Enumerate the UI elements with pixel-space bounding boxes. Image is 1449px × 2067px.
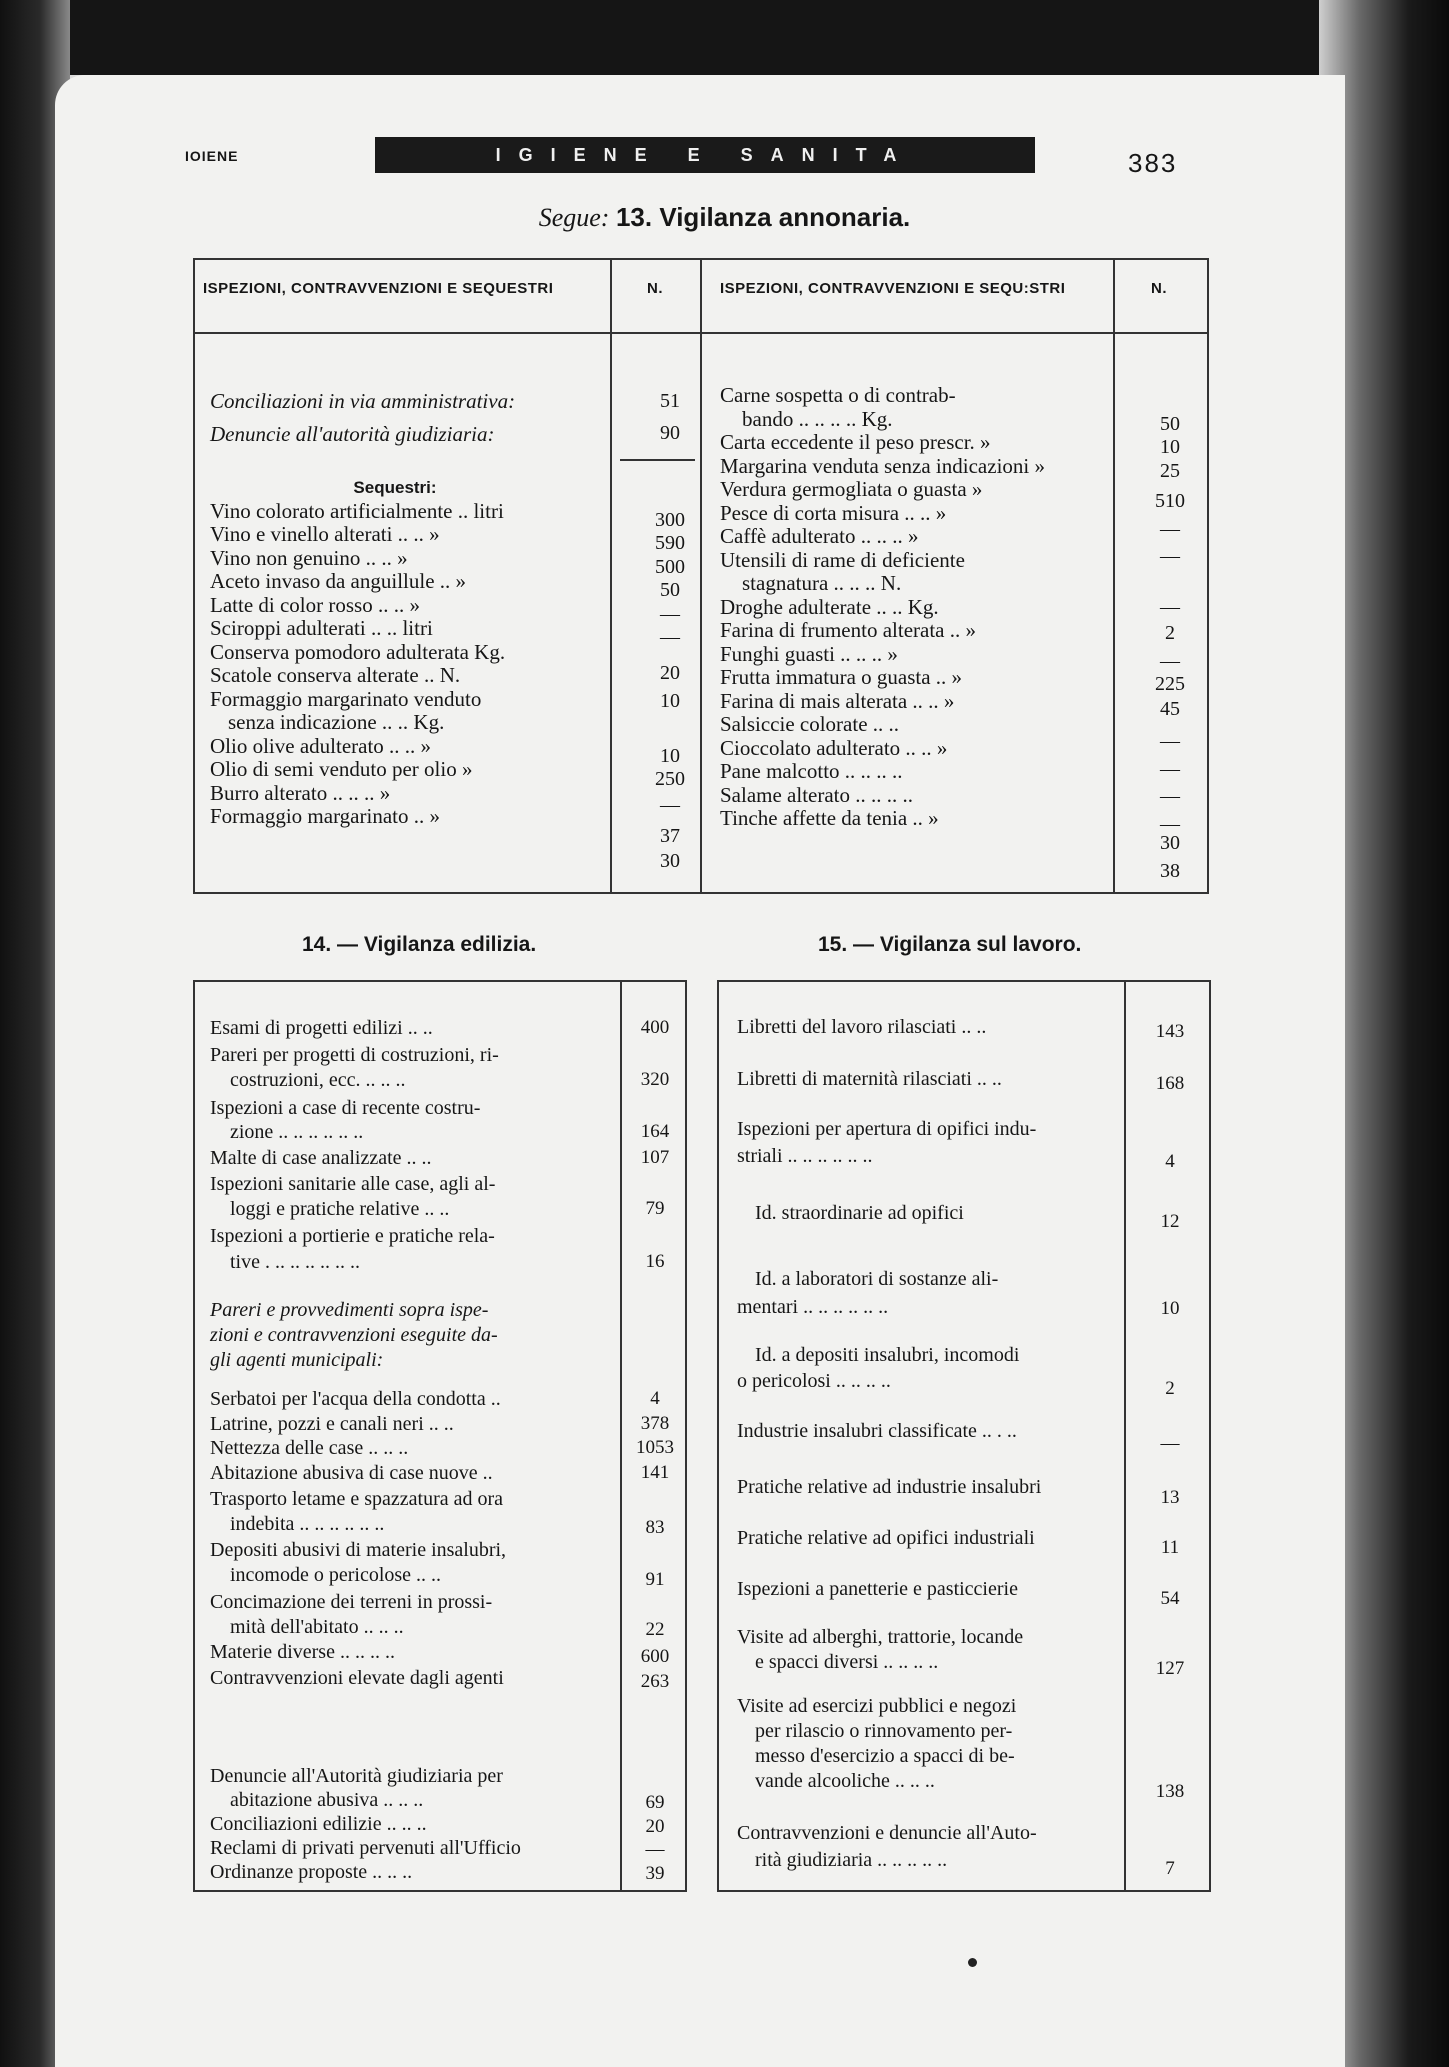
section-14-title: 14. — Vigilanza edilizia.	[302, 933, 537, 956]
value-cell: 30	[1160, 832, 1180, 854]
value-cell: 22	[645, 1619, 665, 1640]
list-item: Ordinanze proposte .. .. ..	[210, 1861, 413, 1883]
list-item: Cioccolato adulterato .. .. »	[720, 735, 948, 760]
value-cell: 10	[660, 745, 680, 767]
running-head: IOIENE	[185, 148, 239, 164]
value-cell: —	[1160, 730, 1180, 752]
list-item: Ispezioni sanitarie alle case, agli al-	[210, 1173, 496, 1195]
value-cell: 4	[650, 1388, 660, 1409]
list-item: Formaggio margarinato .. »	[210, 804, 440, 828]
value-cell: 263	[640, 1671, 670, 1692]
value-cell: —	[1160, 1433, 1180, 1454]
list-item: abitazione abusiva .. .. ..	[230, 1789, 424, 1811]
value-cell: 16	[645, 1251, 665, 1272]
list-item: Frutta immatura o guasta .. »	[720, 665, 963, 689]
value-cell: 1053	[636, 1437, 674, 1458]
list-item: Salsiccie colorate .. ..	[720, 712, 900, 736]
value-cell: 320	[640, 1069, 670, 1090]
list-item: Libretti del lavoro rilasciati .. ..	[737, 1016, 987, 1038]
list-item: Olio di semi venduto per olio »	[210, 757, 473, 781]
list-item: Pane malcotto .. .. .. ..	[720, 759, 903, 783]
value-cell: 590	[655, 532, 685, 554]
list-item: Libretti di maternità rilasciati .. ..	[737, 1068, 1002, 1090]
running-head-bar: IGIENE E SANITA	[375, 137, 1035, 173]
list-item: Reclami di privati pervenuti all'Ufficio	[210, 1837, 521, 1859]
list-item: Farina di mais alterata .. .. »	[720, 688, 955, 713]
col-divider-3	[1113, 260, 1115, 892]
list-item: Contravvenzioni e denuncie all'Auto-	[737, 1822, 1037, 1844]
list-item: Abitazione abusiva di case nuove ..	[210, 1462, 493, 1484]
num-column-rule	[620, 982, 622, 1890]
title-text: 13. Vigilanza annonaria.	[615, 202, 911, 232]
list-item: Burro alterato .. .. .. »	[210, 780, 391, 805]
value-cell: 2	[1165, 1378, 1175, 1399]
list-item: Concimazione dei terreni in prossi-	[210, 1591, 493, 1613]
page-number: 383	[1128, 148, 1178, 178]
value-cell: 50	[1160, 413, 1180, 435]
value-cell: 378	[640, 1413, 670, 1434]
list-item: Sciroppi adulterati .. .. litri	[210, 616, 433, 640]
list-item: Visite ad alberghi, trattorie, locande	[737, 1626, 1024, 1648]
list-item: Denuncie all'autorità giudiziaria:	[210, 421, 495, 446]
list-item: Caffè adulterato .. .. .. »	[720, 524, 919, 548]
value-cell: —	[1160, 545, 1180, 567]
value-cell: 138	[1155, 1781, 1185, 1802]
value-cell: 10	[1160, 1298, 1180, 1319]
value-cell: 20	[645, 1816, 665, 1837]
list-item: Denuncie all'Autorità giudiziaria per	[210, 1765, 503, 1787]
list-item: Olio olive adulterato .. .. »	[210, 733, 432, 758]
list-item: Conciliazioni in via amministrativa:	[210, 389, 516, 413]
list-item: Id. straordinarie ad opifici	[755, 1202, 964, 1224]
list-item: stagnatura .. .. .. N.	[742, 571, 902, 595]
list-item: senza indicazione .. .. Kg.	[228, 710, 445, 734]
value-cell: —	[1160, 518, 1180, 540]
value-cell: 90	[660, 422, 680, 444]
value-cell: 127	[1155, 1658, 1185, 1679]
list-item: Vino e vinello alterati .. .. »	[210, 522, 440, 546]
list-item: Depositi abusivi di materie insalubri,	[210, 1539, 507, 1561]
value-cell: 250	[655, 768, 685, 790]
list-item: Contravvenzioni elevate dagli agenti	[210, 1667, 504, 1689]
list-item: Trasporto letame e spazzatura ad ora	[210, 1488, 504, 1510]
list-item: mentari .. .. .. .. .. ..	[737, 1296, 889, 1318]
list-item: indebita .. .. .. .. .. ..	[230, 1513, 385, 1535]
value-cell: 225	[1155, 673, 1185, 695]
value-cell: 400	[640, 1017, 670, 1038]
list-item: Pareri per progetti di costruzioni, ri-	[210, 1044, 499, 1066]
list-item: zione .. .. .. .. .. ..	[230, 1121, 364, 1143]
value-cell: —	[1160, 785, 1180, 807]
value-cell: 30	[660, 850, 680, 872]
list-item: Verdura germogliata o guasta »	[720, 477, 983, 501]
list-item: Formaggio margarinato venduto	[210, 686, 482, 711]
list-item: Id. a depositi insalubri, incomodi	[755, 1344, 1020, 1366]
list-item: Esami di progetti edilizi .. ..	[210, 1017, 433, 1039]
list-item: costruzioni, ecc. .. .. ..	[230, 1069, 406, 1091]
value-cell: 69	[645, 1792, 665, 1813]
value-cell: 91	[645, 1569, 665, 1590]
list-item: Carta eccedente il peso prescr. »	[720, 430, 991, 454]
list-item: Ispezioni a portierie e pratiche rela-	[210, 1225, 495, 1247]
list-item: Id. a laboratori di sostanze ali-	[755, 1268, 999, 1290]
list-subheading: zioni e contravvenzioni eseguite da-	[210, 1324, 498, 1346]
value-cell: —	[1160, 596, 1180, 618]
list-item: striali .. .. .. .. .. ..	[737, 1145, 873, 1167]
list-item: Latrine, pozzi e canali neri .. ..	[210, 1413, 454, 1435]
list-item: Latte di color rosso .. .. »	[210, 592, 420, 617]
value-cell: 37	[660, 825, 680, 847]
num-header-left: N.	[647, 280, 663, 297]
value-cell: 10	[660, 690, 680, 712]
list-item: messo d'esercizio a spacci di be-	[755, 1745, 1015, 1767]
value-cell: 25	[1160, 460, 1180, 482]
list-item: Scatole conserva alterate .. N.	[210, 663, 461, 687]
value-cell: 168	[1155, 1073, 1185, 1094]
list-item: Pesce di corta misura .. .. »	[720, 500, 947, 525]
list-item: Vino non genuino .. .. »	[210, 545, 408, 570]
page-title	[0, 202, 1449, 233]
list-subheading: gli agenti municipali:	[210, 1349, 384, 1371]
num-column-rule	[1124, 982, 1126, 1890]
value-cell: 45	[1160, 698, 1180, 720]
annonaria-right-list	[720, 384, 1045, 831]
value-cell: 39	[645, 1863, 665, 1884]
list-item: Conserva pomodoro adulterata Kg.	[210, 639, 506, 664]
list-item: Industrie insalubri classificate .. . ..	[737, 1420, 1017, 1442]
ink-speck	[968, 1958, 977, 1967]
list-item: Conciliazioni edilizie .. .. ..	[210, 1813, 427, 1835]
value-cell: —	[660, 603, 680, 625]
list-item: Salame alterato .. .. .. ..	[720, 782, 914, 807]
list-item: incomode o pericolose .. ..	[230, 1564, 442, 1586]
list-item: Visite ad esercizi pubblici e negozi	[737, 1695, 1017, 1717]
title-prefix: Segue:	[538, 203, 610, 232]
list-item: bando .. .. .. .. Kg.	[742, 406, 893, 431]
list-item: tive . .. .. .. .. .. ..	[230, 1251, 360, 1273]
list-item: o pericolosi .. .. .. ..	[737, 1370, 891, 1392]
value-cell: 51	[660, 390, 680, 412]
list-item: Vino colorato artificialmente .. litri	[210, 498, 504, 523]
value-cell: 4	[1165, 1151, 1175, 1172]
value-cell: 7	[1165, 1858, 1175, 1879]
value-cell: 600	[640, 1646, 670, 1667]
value-cell: 500	[655, 556, 685, 578]
list-item: Malte di case analizzate .. ..	[210, 1147, 432, 1169]
list-item: Funghi guasti .. .. .. »	[720, 641, 898, 666]
list-subheading: Pareri e provvedimenti sopra ispe-	[210, 1299, 489, 1321]
section-15-title: 15. — Vigilanza sul lavoro.	[818, 933, 1082, 956]
list-item: Materie diverse .. .. .. ..	[210, 1641, 395, 1663]
list-item: per rilascio o rinnovamento per-	[755, 1720, 1013, 1742]
subtotal-rule	[620, 459, 695, 461]
value-cell: 107	[640, 1147, 670, 1168]
col-divider-1	[610, 260, 612, 892]
value-cell: —	[660, 626, 680, 648]
subheading-sequestri: Sequestri:	[353, 478, 437, 497]
value-cell: 79	[645, 1198, 665, 1219]
value-cell: 20	[660, 662, 680, 684]
list-item: Ispezioni a panetterie e pasticcierie	[737, 1578, 1018, 1600]
list-item: loggi e pratiche relative .. ..	[230, 1198, 450, 1220]
col-header-right: ISPEZIONI, CONTRAVVENZIONI E SEQU:STRI	[720, 280, 1066, 297]
list-item: Nettezza delle case .. .. ..	[210, 1437, 409, 1459]
value-cell: 143	[1155, 1021, 1185, 1042]
list-item: vande alcooliche .. .. ..	[755, 1770, 935, 1792]
value-cell: —	[1160, 758, 1180, 780]
value-cell: —	[1160, 650, 1180, 672]
list-item: Tinche affette da tenia .. »	[720, 806, 939, 830]
list-item: e spacci diversi .. .. .. ..	[755, 1651, 939, 1673]
list-item: Droghe adulterate .. .. Kg.	[720, 594, 939, 619]
num-header-right: N.	[1151, 280, 1167, 297]
value-cell: 10	[1160, 436, 1180, 458]
annonaria-left-list	[210, 390, 580, 829]
value-cell: 54	[1160, 1588, 1180, 1609]
value-cell: 13	[1160, 1487, 1180, 1508]
list-item: Margarina venduta senza indicazioni »	[720, 453, 1045, 478]
list-item: Aceto invaso da anguillule .. »	[210, 569, 467, 593]
value-cell: 38	[1160, 860, 1180, 882]
list-item: Utensili di rame di deficiente	[720, 547, 965, 572]
value-cell: 12	[1160, 1211, 1180, 1232]
list-item: Ispezioni per apertura di opifici indu-	[737, 1118, 1037, 1140]
col-header-left: ISPEZIONI, CONTRAVVENZIONI E SEQUESTRI	[203, 280, 554, 297]
value-cell: 141	[640, 1462, 670, 1483]
list-item: rità giudiziaria .. .. .. .. ..	[755, 1849, 948, 1871]
list-item: Carne sospetta o di contrab-	[720, 383, 956, 407]
value-cell: —	[1160, 813, 1180, 835]
value-cell: 11	[1160, 1537, 1180, 1558]
list-item: Pratiche relative ad opifici industriali	[737, 1527, 1035, 1549]
list-item: Pratiche relative ad industrie insalubri	[737, 1476, 1042, 1498]
value-cell: 300	[655, 509, 685, 531]
value-cell: 83	[645, 1517, 665, 1538]
list-item: Ispezioni a case di recente costru-	[210, 1097, 481, 1119]
value-cell: 50	[660, 579, 680, 601]
value-cell: —	[660, 794, 680, 816]
value-cell: —	[645, 1839, 665, 1860]
value-cell: 510	[1155, 490, 1185, 512]
list-item: mità dell'abitato .. .. ..	[230, 1616, 404, 1638]
value-cell: 2	[1165, 622, 1175, 644]
value-cell: 164	[640, 1121, 670, 1142]
list-item: Serbatoi per l'acqua della condotta ..	[210, 1388, 501, 1410]
list-item: Farina di frumento alterata .. »	[720, 618, 976, 642]
